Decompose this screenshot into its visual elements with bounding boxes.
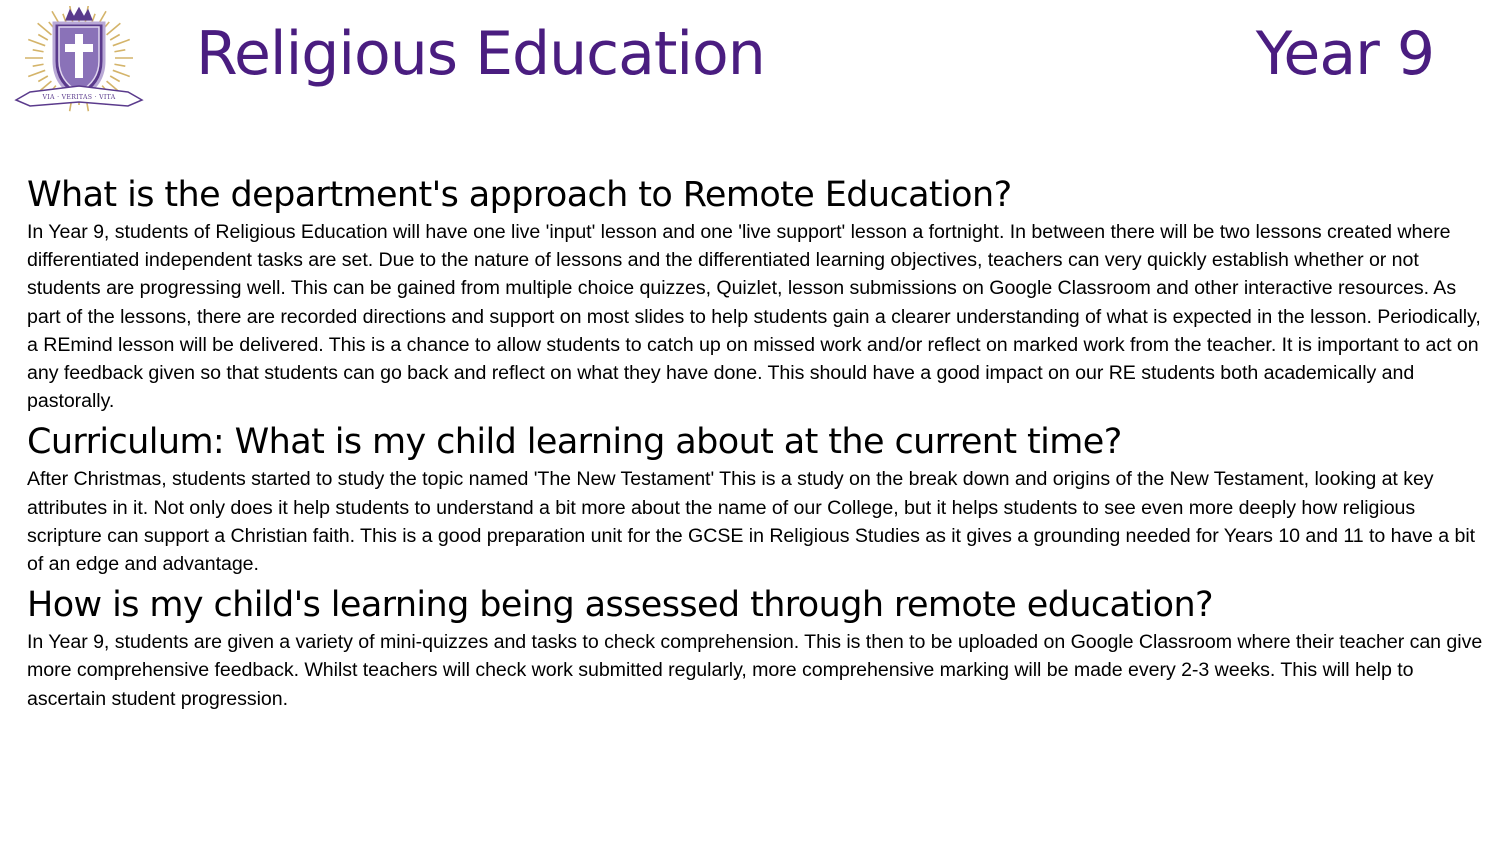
school-crest-icon bbox=[12, 6, 146, 116]
sunburst-ray bbox=[114, 64, 125, 66]
motto-text: VIA · VERITAS · VITA bbox=[42, 94, 116, 101]
sunburst-ray bbox=[113, 40, 130, 46]
section-body: In Year 9, students of Religious Education will have one live 'input' lesson and one 'live support' lesson a fortnight. In between there will be two lessons created where differentiated independent tasks are set. Due to the nature of lessons and the differentiated learning objectives, teachers can very quickly establish whether or not students are progressing well. This can be gained from multiple choice quizzes, Quizlet, lesson submissions on Google Classroom and other interactive resources. As part of the lessons, there are recorded directions and support on most slides to help students gain a clearer understanding of what is expected in the lesson. Periodically, a REmind lesson will be delivered. This is a chance to allow students to catch up on missed work and/or reflect on marked work from the teacher. It is important to act on any feedback given so that students can go back and reflect on what they have done. This should have a good impact on our RE students both academically and pastorally. bbox=[27, 221, 1481, 413]
section-assessment bbox=[27, 582, 1489, 713]
section-curriculum bbox=[27, 419, 1489, 578]
sunburst-ray bbox=[110, 35, 120, 41]
sunburst-ray bbox=[33, 50, 44, 52]
school-crest-logo bbox=[12, 6, 146, 116]
sunburst-ray bbox=[38, 35, 48, 41]
sunburst-ray bbox=[107, 23, 121, 35]
sunburst-ray bbox=[28, 70, 45, 76]
sunburst-ray bbox=[38, 76, 48, 82]
page-title: Religious Education bbox=[196, 19, 765, 89]
section-heading: What is the department's approach to Remote Education? bbox=[27, 175, 1012, 215]
sunburst-ray bbox=[110, 76, 120, 82]
sunburst-ray bbox=[114, 50, 125, 52]
sunburst-ray bbox=[28, 40, 45, 46]
main-content bbox=[27, 172, 1489, 713]
crown-icon bbox=[66, 8, 92, 20]
sunburst-ray bbox=[33, 64, 44, 66]
sunburst-ray bbox=[113, 70, 130, 76]
section-body: In Year 9, students are given a variety of mini-quizzes and tasks to check comprehension. This is then to be uploaded on Google Classroom where their teacher can give more comprehensive feedback. Whilst teachers will check work submitted regularly, more comprehensive marking will be made every 2-3 weeks. This will help to ascertain student progression. bbox=[27, 631, 1483, 710]
section-heading: How is my child's learning being assessed through remote education? bbox=[27, 585, 1214, 626]
section-remote-approach bbox=[27, 172, 1489, 415]
year-label: Year 9 bbox=[1255, 19, 1434, 89]
sunburst-ray bbox=[38, 23, 52, 35]
section-body: After Christmas, students started to study the topic named 'The New Testament' This is a study on the break down and origins of the New Testament, looking at key attributes in it. Not only does it help students to understand a bit more about the name of our College, but it helps students to see even more deeply how religious scripture can support a Christian faith. This is a good preparation unit for the GCSE in Religious Studies as it gives a grounding needed for Years 10 and 11 to have a bit of an edge and advantage. bbox=[27, 468, 1476, 576]
section-heading: Curriculum: What is my child learning about at the current time? bbox=[27, 422, 1122, 463]
